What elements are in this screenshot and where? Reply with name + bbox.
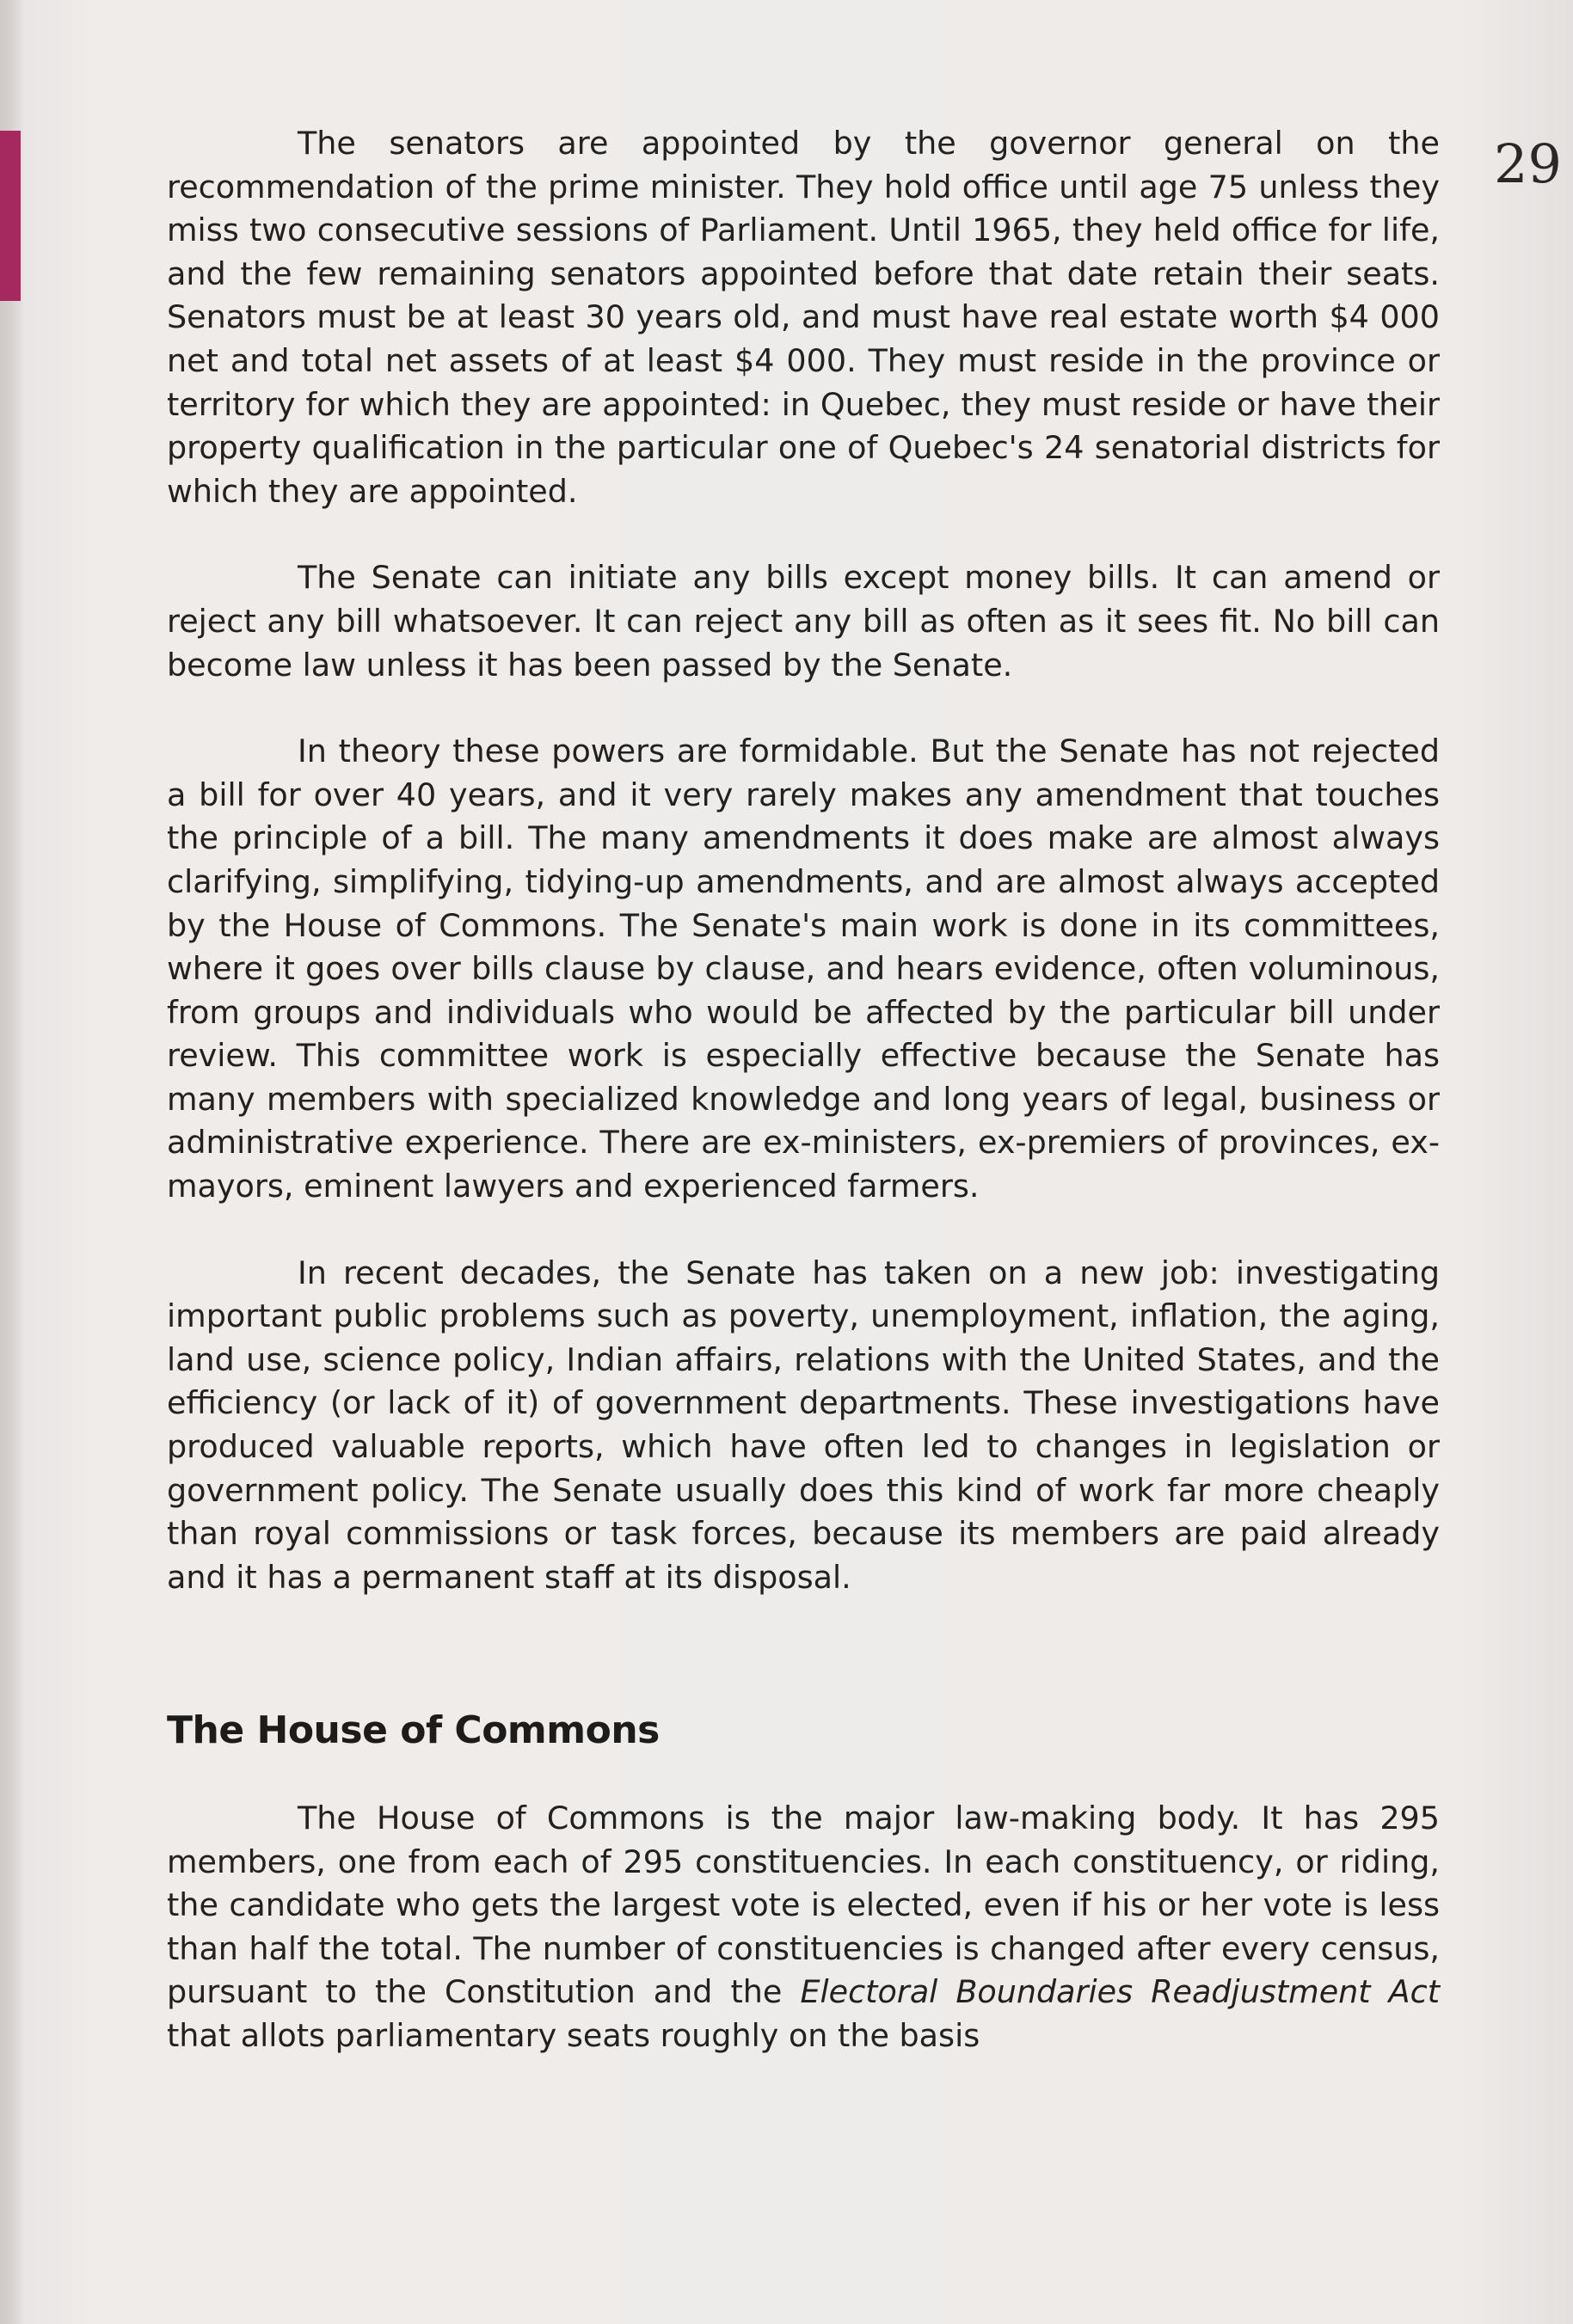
- section-heading: The House of Commons: [167, 1708, 660, 1752]
- binding-shadow: [0, 0, 24, 2324]
- paragraph-senators-appointment: The senators are appointed by the governor general on the recommendation of the prime minister. They hold office until age 75 unless they miss two consecutive sessions of Parliament. Until 1965, they held office for life, and the few remaining senators appointed before that date retain their seats. Senators must be at least 30 years old, and must have real estate worth $4 000 net and total net assets of at least $4 000. They must reside in the province or territory for which they are appointed: in Quebec, they must reside or have their property qualification in the particular one of Quebec's 24 senatorial districts for which they are appointed.: [167, 125, 1440, 510]
- page-tab-marker: [0, 131, 21, 301]
- paragraph-text: The House of Commons is the major law-making body. It has 295 members, one from each of 295 constituencies. In each constituency, or riding, the candidate who gets the largest vote is elected, even if his or her vote is less than half the total. The number of constituencies is changed after every census, pursuant to the Constitution and the: [167, 1800, 1440, 2011]
- paragraph-senate-powers: The Senate can initiate any bills except money bills. It can amend or reject any bill whatsoever. It can reject any bill as often as it sees fit. No bill can become law unless it has been passed by the Senate.: [167, 559, 1440, 684]
- senate-text-block: [167, 122, 1440, 1599]
- act-title: Electoral Boundaries Readjustment Act: [800, 1973, 1441, 2011]
- commons-text-block: [167, 1797, 1440, 2058]
- paragraph-senate-in-practice: In theory these powers are formidable. But the Senate has not rejected a bill for over 40 years, and it very rarely makes any amendment that touches the principle of a bill. The many amendments it does make are almost always clarifying, simplifying, tidying-up amendments, and are almost always accepted by the House of Commons. The Senate's main work is done in its committees, where it goes over bills clause by clause, and hears evidence, often voluminous, from groups and individuals who would be affected by the particular bill under review. This committee work is especially effective because the Senate has many members with specialized knowledge and long years of legal, business or administrative experience. There are ex-ministers, ex-premiers of provinces, ex-mayors, eminent lawyers and experienced farmers.: [167, 733, 1440, 1205]
- paragraph-text-continued: that allots parliamentary seats roughly on the basis: [167, 2016, 980, 2054]
- paragraph-house-of-commons: [167, 1797, 1440, 2058]
- paragraph-senate-investigations: In recent decades, the Senate has taken on a new job: investigating important public problems such as poverty, unemployment, inflation, the aging, land use, science policy, Indian affairs, relations with the United States, and the efficiency (or lack of it) of government departments. These investigations have produced valuable reports, which have often led to changes in legislation or government policy. The Senate usually does this kind of work far more cheaply than royal commissions or task forces, because its members are paid already and it has a permanent staff at its disposal.: [167, 1254, 1440, 1596]
- page-number: 29: [1494, 132, 1562, 195]
